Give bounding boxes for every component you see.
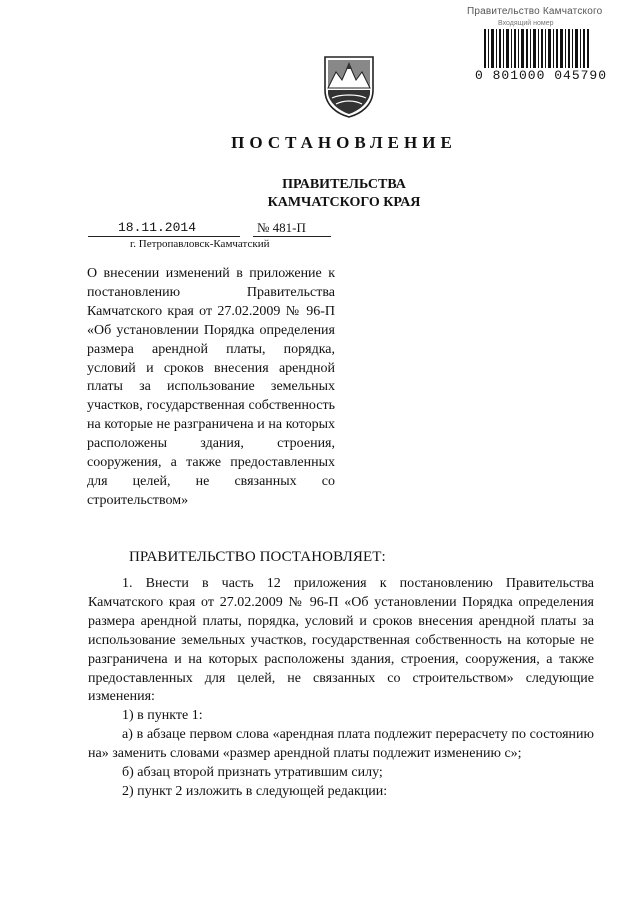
stamp-subtitle: Входящий номер bbox=[498, 20, 554, 27]
resolve-heading: ПРАВИТЕЛЬСТВО ПОСТАНОВЛЯЕТ: bbox=[129, 549, 386, 565]
document-body bbox=[88, 575, 594, 802]
body-paragraph-4: б) абзац второй признать утратившим силу; bbox=[122, 765, 383, 781]
document-number: № 481-П bbox=[257, 220, 306, 235]
barcode-number: 0 801000 045790 bbox=[475, 68, 608, 83]
coat-of-arms-emblem bbox=[322, 54, 376, 119]
body-paragraph-5: 2) пункт 2 изложить в следующей редакции: bbox=[122, 783, 388, 799]
body-paragraph-3: а) в абзаце первом слова «арендная плата подлежит перерасчету по состоянию на» заменить словами «размер арендной платы подлежит изменению с»; bbox=[88, 727, 594, 762]
document-subject: О внесении изменений в приложение к постановлению Правительства Камчатского края от 27.02.2009 № 96-П «Об установлении Порядка определения размера арендной платы, порядка, условий и сроков внесения арендной платы за использование земельных участков, государственная собственность на которые не разграничена и на которых расположены здания, строения, сооружения, а также предоставленных для целей, не связанных со строительством» bbox=[87, 266, 335, 508]
body-paragraph-2: 1) в пункте 1: bbox=[122, 708, 203, 724]
document-type-title: ПОСТАНОВЛЕНИЕ bbox=[231, 133, 457, 152]
city-label: г. Петропавловск-Камчатский bbox=[130, 238, 270, 250]
organization-line-1: ПРАВИТЕЛЬСТВА bbox=[282, 177, 406, 192]
document-date: 18.11.2014 bbox=[118, 220, 197, 235]
body-paragraph-1: 1. Внести в часть 12 приложения к постановлению Правительства Камчатского края от 27.02.2009 № 96-П «Об установлении Порядка определения размера арендной платы, порядка, условий и сроков внесения арендной платы за использование земельных участков, государственная собственность на которые не разграничена и на которых расположены здания, строения, сооружения, а также предоставленных для целей, не связанных со строительством» следующие изменения: bbox=[88, 576, 594, 705]
stamp-header: Правительство Камчатского bbox=[467, 6, 603, 17]
date-underline bbox=[88, 236, 240, 237]
number-underline bbox=[253, 236, 331, 237]
organization-line-2: КАМЧАТСКОГО КРАЯ bbox=[267, 195, 421, 210]
